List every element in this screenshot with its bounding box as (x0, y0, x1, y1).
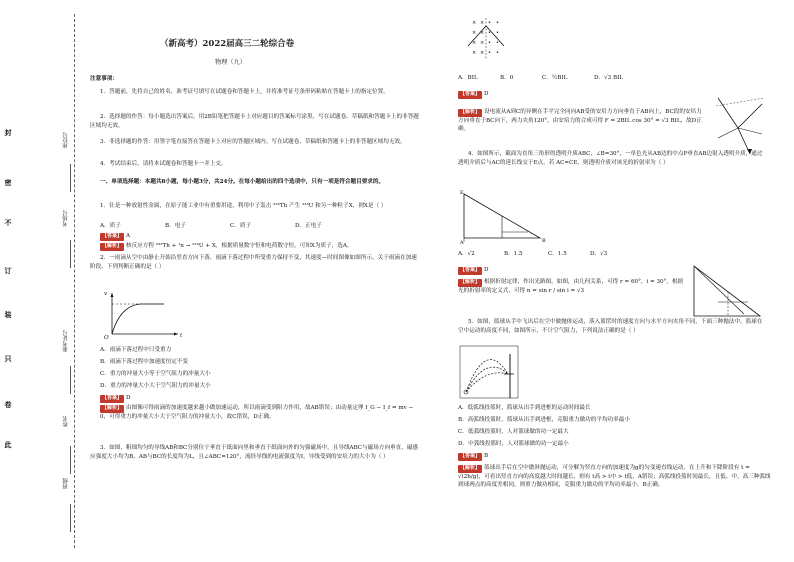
subject-title: 物理（九） (215, 59, 246, 66)
seal-char: 只 (4, 354, 12, 363)
svg-text:•: • (488, 20, 491, 26)
basketball-figure (458, 344, 520, 400)
field-line (70, 366, 71, 394)
q5-analysis (458, 464, 776, 490)
svg-text:E: E (460, 190, 464, 196)
answer-tag: 【答案】 (460, 453, 481, 459)
q3-option-a: A．BIL (458, 75, 478, 81)
svg-text:×: × (472, 40, 477, 46)
q2-option-b: B．雨滴下落过程中加速度恒定不变 (100, 359, 189, 365)
q1-analysis-text: 核反应方程 ²³²Th + ¹n → ²³³U + X，根据质量数守恒和电荷数守恒，可知X为质子，选A。 (126, 243, 353, 249)
svg-text:×: × (472, 50, 477, 56)
question-4-stem: 4．如图所示，截面为直角三角形的透明介质ABC，∠B=30°，一单色光从AB边的中点P垂直AB边射入透明介质，通过透明介质后与AC的延长线交于E点，若 AC=CE，则透明介质对该光的折射率为（ ） (458, 151, 763, 166)
svg-text:×: × (480, 40, 485, 46)
prism-figure (458, 188, 548, 246)
svg-text:B: B (542, 238, 546, 244)
seal-char: 装 (4, 310, 12, 319)
answer-tag: 【答案】 (460, 267, 481, 273)
note-item: 2．选择题的作答：每小题选出答案后，用2B铅笔把答题卡上对应题目的答案标号涂黑，写在试题卷、草稿纸和答题卡上的非答题区域均无效。 (90, 114, 419, 129)
answer-tag: 【答案】 (102, 395, 123, 401)
note-item: 4．考试结束后，请将本试题卷和答题卡一并上交。 (100, 161, 227, 167)
analysis-tag: 【解析】 (460, 109, 481, 115)
q4-answer-value: D (484, 267, 489, 273)
q5-answer-value: B (484, 453, 489, 459)
svg-text:•: • (496, 30, 499, 36)
svg-text:•: • (496, 50, 499, 56)
svg-text:•: • (496, 20, 499, 26)
q2-analysis (100, 404, 420, 421)
field-line (70, 164, 71, 192)
q1-option-d: D．正电子 (295, 223, 322, 229)
q1-option-c: C．质子 (230, 223, 252, 229)
graph-origin-label: O (104, 335, 109, 341)
q2-answer (100, 394, 400, 403)
binding-margin (0, 0, 82, 562)
name-field: 姓名 (63, 416, 69, 427)
svg-text:×: × (480, 30, 485, 36)
answer-tag: 【答案】 (460, 91, 481, 97)
q3-option-d: D．√3 BIL (594, 75, 624, 81)
graph-x-label: t (180, 333, 183, 339)
binding-line (74, 14, 75, 548)
seal-char: 卷 (4, 400, 12, 409)
svg-text:×: × (480, 20, 485, 26)
svg-text:•: • (488, 50, 491, 56)
magnetic-field-figure (462, 16, 522, 64)
exam-room-field: 考场号 (63, 210, 69, 227)
note-item: 3．非选择题的作答：用签字笔直接答在答题卡上对应的答题区域内。写在试题卷、草稿纸和答题卡上的非答题区域均无效。 (100, 139, 406, 145)
q5-option-d: D．中弧线投篮时，人对篮球做的功一定最小 (458, 441, 569, 447)
q2-option-d: D．重力的冲量大小大于空气阻力的冲量大小 (100, 383, 211, 389)
seal-char: 订 (4, 266, 12, 275)
q1-option-a: A．质子 (100, 223, 121, 229)
svg-text:×: × (480, 50, 485, 56)
note-item: 1．答题前，先将自己的姓名、准考证号填写在试题卷和答题卡上，并将准考证号条形码粘贴在答题卡上的指定位置。 (100, 89, 389, 95)
q5-answer (458, 452, 488, 461)
seal-char: 密 (4, 178, 12, 187)
field-line (70, 504, 71, 532)
field-line (70, 446, 71, 474)
velocity-time-graph (102, 290, 182, 340)
svg-text:•: • (488, 30, 491, 36)
q4-option-d: D．√3 (590, 251, 608, 257)
seat-number-field: 座位号 (63, 132, 69, 149)
svg-text:×: × (472, 30, 477, 36)
q5-option-c: C．低弧线投篮时，人对篮球做的功一定最大 (458, 429, 569, 435)
q4-option-b: B．1.5 (504, 251, 523, 257)
q3-answer (458, 90, 489, 99)
q5-option-b: B．高弧线投篮时，篮球从出手到进框，克服重力做功的平均功率最小 (458, 417, 630, 423)
page-title: （新高考）2022届高三二轮综合卷 (160, 39, 295, 49)
seal-char: 封 (4, 128, 12, 137)
q4-option-c: C．1.5 (548, 251, 567, 257)
refraction-diagram (688, 262, 768, 322)
svg-text:×: × (472, 20, 477, 26)
class-field: 班级 (63, 478, 69, 489)
field-line (70, 240, 71, 268)
analysis-tag: 【解析】 (460, 465, 481, 471)
q2-option-c: C．重力的冲量大小等于空气阻力的冲量大小 (100, 371, 211, 377)
q2-analysis-text: 由图像可得雨滴的加速度越来越小做加速运动，所以雨滴受到阻力作用，故AB错误；由动量定理 I_G − I_f = mv − 0，可得重力的冲量大小大于空气阻力的冲量大小，故C错误，D正确。 (100, 405, 414, 420)
graph-y-label: v (104, 291, 108, 297)
ticket-number-field: 准考证号 (63, 330, 69, 352)
q3-analysis (458, 108, 706, 134)
question-5-stem: 5．如图，篮球从手中飞出后在空中做抛体运动，落入篮筐时的速度方向与水平方向夹角不同，下面三种抛法中，篮球在空中运动的高度不同，如图所示，不计空气阻力，下列说法正确的是（ ） (458, 319, 763, 334)
question-3-stem: 3．如图，粗细均匀的导线AB和BC分别位于垂直于纸面向里和垂直于纸面向外的匀强磁场中，且导线ABC与磁场方向垂直，磁感应强度大小均为B，AB与BC的长度均为L，且∠ABC=120°，流经导线的电流强度为I，导线受到的安培力的大小为（ ） (90, 445, 419, 460)
q1-answer-value: A (126, 233, 131, 239)
section-heading: 一、单项选择题：本题共8小题，每小题3分，共24分。在每小题给出的四个选项中，只有一项是符合题目要求的。 (100, 179, 385, 185)
q5-analysis-text: 篮球出手后在空中做斜抛运动，可分解为竖直方向的加速度为g的匀变速直线运动，在上升和下降阶段有 t = √(2h/g)，可看出竖直方向的高度越大时间越长，则有 t高 > t中 > t低，A错误；高弧线投篮时间最长，且低、中、高三种弧线到球两点的高度差相同，则重力做功相同，克服重力做功的平均功率最小，B正确。 (458, 465, 771, 489)
q4-analysis (458, 278, 684, 295)
analysis-tag: 【解析】 (460, 279, 481, 285)
seal-char: 不 (4, 218, 12, 227)
question-2-stem: 2．一雨滴从空中由静止开始沿竖直方向下落，雨滴下落过程中所受重力保持不变，其速度—时间图像如图所示，关于雨滴在加速阶段，下列判断正确的是（ ） (90, 255, 417, 270)
q3-answer-value: D (484, 91, 489, 97)
q1-analysis (100, 242, 420, 251)
question-1-stem: 1．钍是一种放射性金属，在原子能工业中有重要用途，利用中子轰击 ²³²Th 产生 ²³³U 和另一种粒子X，则X是（ ） (100, 203, 387, 209)
q3-analysis-text: 设电流从A到C的异侧在手平完全同向AB受的安培力方向垂直于AB向上，BC段的安培力方向垂直于BC向下，两力夹角120°，由安培力的合成可得 F = 2BIL cos 30° = √3 BIL，故D正确。 (458, 109, 702, 133)
svg-text:•: • (488, 40, 491, 46)
q4-analysis-text: 根据折射定律，作出光路图，如图，由几何关系，可得 r = 60°，i = 30°，根据光的折射率的定义式，可得 n = sin r / sin i = √3 (458, 279, 684, 294)
q1-answer (100, 232, 400, 241)
q4-answer (458, 266, 489, 275)
seal-char: 此 (4, 440, 12, 449)
q4-option-a: A．√2 (458, 251, 475, 257)
q2-answer-value: D (126, 395, 131, 401)
q5-option-a: A．低弧线投篮时，篮球从出手到进框的运动时间最长 (458, 405, 591, 411)
svg-text:•: • (496, 40, 499, 46)
analysis-tag: 【解析】 (102, 405, 123, 411)
q1-option-b: B．电子 (165, 223, 186, 229)
q3-option-c: C．½BIL (542, 75, 568, 81)
q2-option-a: A．雨滴下落过程中只受重力 (100, 347, 172, 353)
analysis-tag: 【解析】 (102, 243, 123, 249)
q3-option-b: B．0 (500, 75, 514, 81)
answer-tag: 【答案】 (102, 233, 123, 239)
notes-heading: 注意事项： (90, 76, 118, 82)
svg-text:A: A (460, 240, 464, 246)
